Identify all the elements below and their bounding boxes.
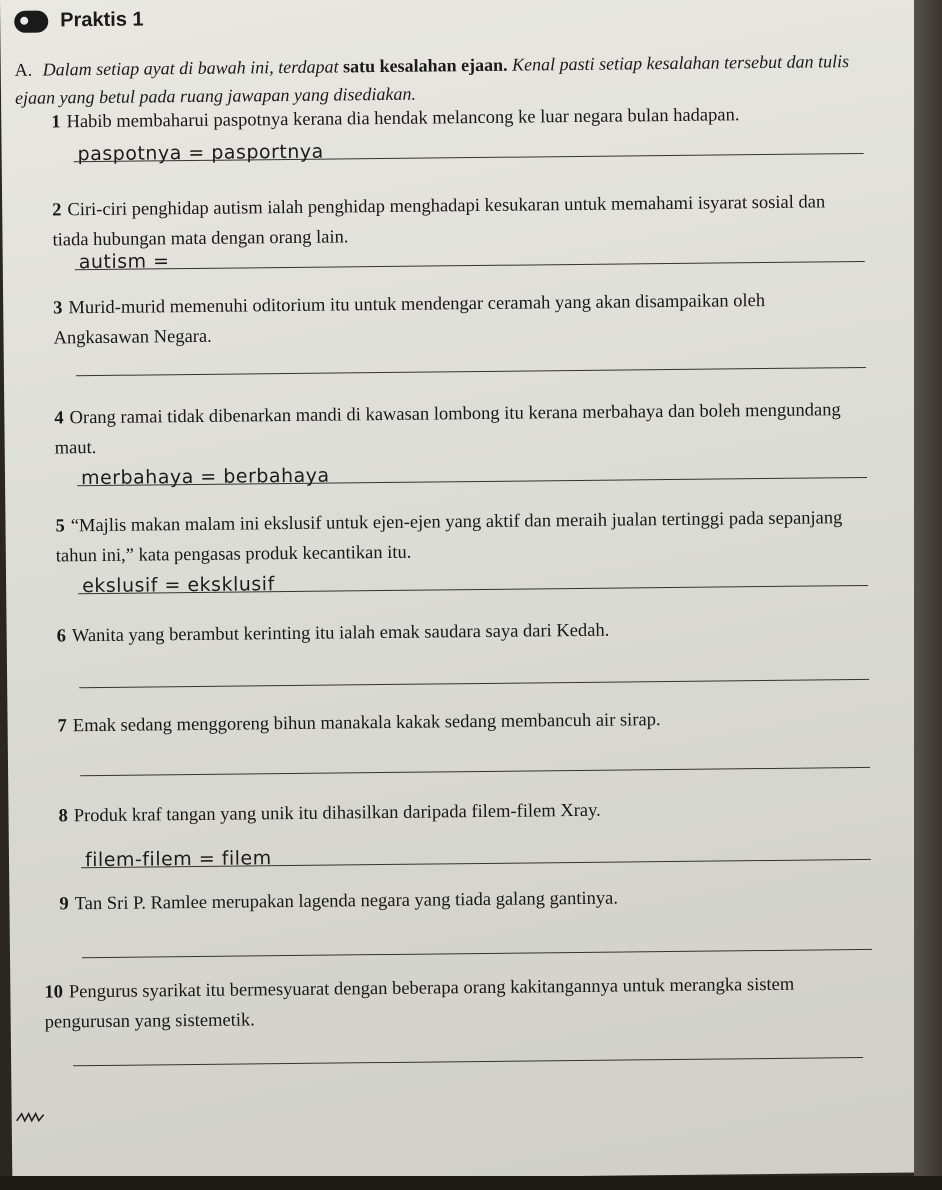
bullet-icon xyxy=(14,10,48,32)
question-text: Orang ramai tidak dibenarkan mandi di kawasan lombong itu kerana merbahaya dan boleh mengundang maut. xyxy=(54,400,841,459)
question-number: 8 xyxy=(58,806,68,827)
question-8 xyxy=(58,793,868,831)
question-number: 4 xyxy=(54,408,64,429)
question-number: 6 xyxy=(56,626,67,647)
handwritten-answer: ekslusif = eksklusif xyxy=(82,573,275,598)
instructions-part2: Kenal pasti setiap kesalahan tersebut dan tulis ejaan yang betul pada ruang jawapan yang disediakan. xyxy=(14,51,850,108)
question-number: 1 xyxy=(51,112,61,133)
question-number: 9 xyxy=(59,894,69,915)
handwritten-answer: paspotnya = pasportnya xyxy=(77,140,324,166)
background-strip xyxy=(0,1176,942,1190)
handwritten-answer: autism = xyxy=(78,250,170,274)
question-6 xyxy=(57,613,867,651)
handwritten-answer: merbahaya = berbahaya xyxy=(80,464,330,490)
question-text: Produk kraf tangan yang unik itu dihasilkan daripada filem-filem Xray. xyxy=(73,800,601,827)
handwritten-answer: filem-filem = filem xyxy=(84,847,272,872)
background-edge xyxy=(914,0,942,1190)
answer-line-9[interactable] xyxy=(82,919,872,958)
question-number: 3 xyxy=(53,298,63,319)
instructions-emphasis: satu kesalahan ejaan. xyxy=(342,54,508,77)
question-number: 2 xyxy=(52,200,62,221)
answer-line-6[interactable] xyxy=(79,649,869,688)
question-number: 5 xyxy=(55,516,65,537)
section-label: A. xyxy=(14,59,33,80)
question-text: Emak sedang menggoreng bihun manakala kakak sedang membancuh air sirap. xyxy=(72,710,661,737)
question-text: Ciri-ciri penghidap autism ialah penghidap menghadapi kesukaran untuk memahami isyarat sosial dan tiada hubungan mata dengan orang lain. xyxy=(52,192,826,251)
question-number: 10 xyxy=(44,982,64,1003)
question-text: Habib membaharui paspotnya kerana dia hendak melancong ke luar negara bulan hadapan. xyxy=(66,105,740,133)
question-number: 7 xyxy=(57,716,67,737)
question-text: Murid-murid memenuhi oditorium itu untuk mendengar ceramah yang akan disampaikan oleh Angkasawan Negara. xyxy=(53,291,766,349)
pen-scribble-mark xyxy=(16,1110,46,1129)
question-text: Pengurus syarikat itu bermesyuarat dengan beberapa orang kakitangannya untuk merangka sistem pengurusan yang sistemetik. xyxy=(44,974,795,1033)
question-text: Tan Sri P. Ramlee merupakan lagenda negara yang tiada galang gantinya. xyxy=(74,888,619,915)
instructions-part1: Dalam setiap ayat di bawah ini, terdapat xyxy=(42,56,339,80)
question-7 xyxy=(57,703,867,741)
worksheet-header xyxy=(14,8,144,32)
answer-line-7[interactable] xyxy=(80,737,870,776)
question-text: “Majlis makan malam ini ekslusif untuk ejen-ejen yang aktif dan meraih jualan tertinggi pada sepanjang tahun ini,” kata pengasas produk kecantikan itu. xyxy=(55,508,843,567)
answer-line-8[interactable] xyxy=(81,829,871,872)
page-title: Praktis 1 xyxy=(60,8,144,32)
question-9 xyxy=(59,881,869,919)
question-text: Wanita yang berambut kerinting itu ialah emak saudara saya dari Kedah. xyxy=(71,620,610,647)
